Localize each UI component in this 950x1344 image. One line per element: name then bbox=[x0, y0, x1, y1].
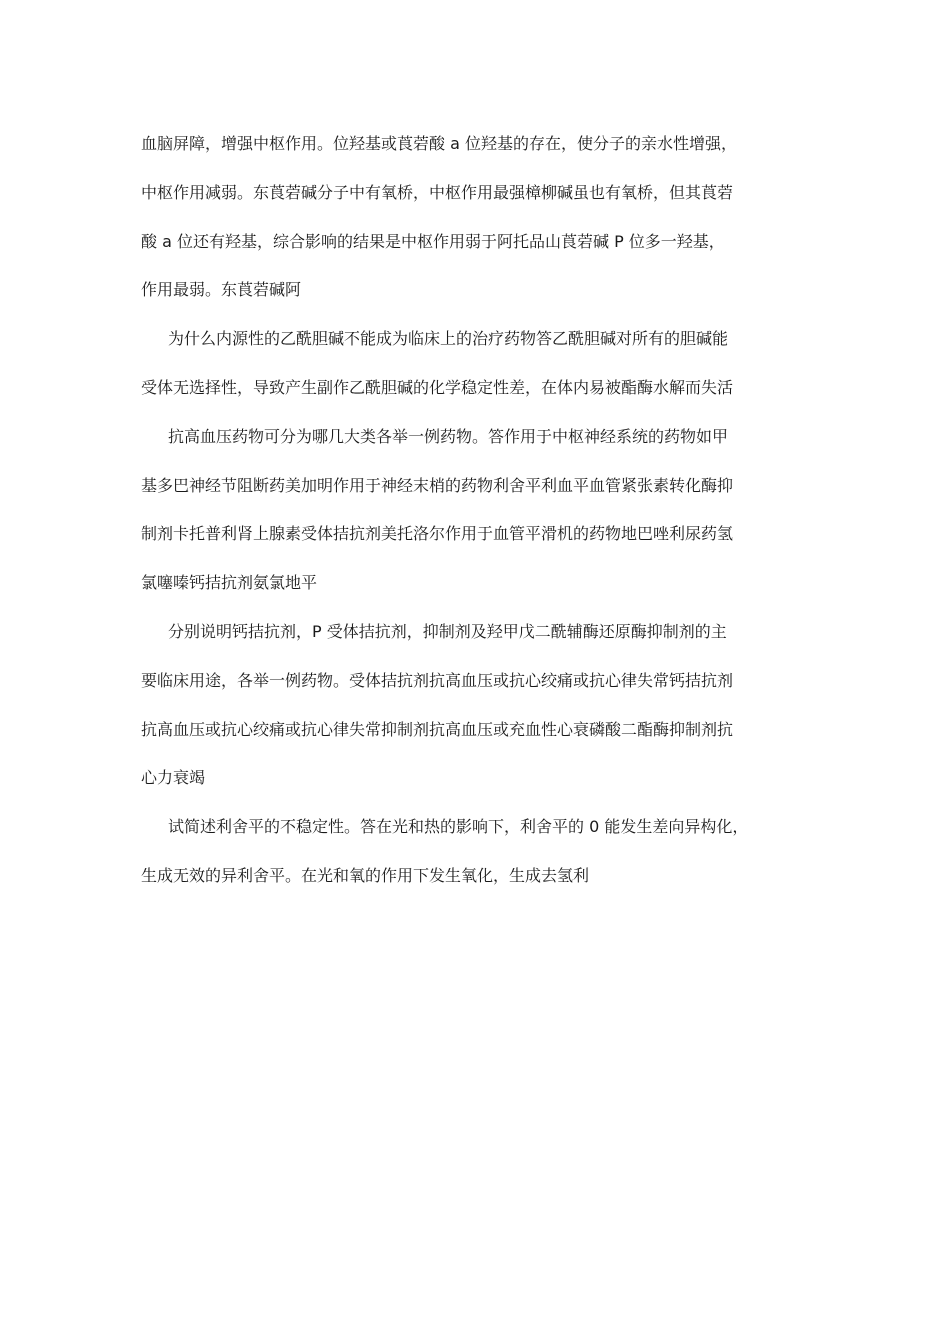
text-line: 试简述利舍平的不稳定性。答在光和热的影响下，利舍平的 0 能发生差向异构化， bbox=[168, 817, 749, 837]
document-body bbox=[141, 128, 821, 909]
text-line: 要临床用途，各举一例药物。受体拮抗剂抗高血压或抗心绞痛或抗心律失常钙拮抗剂 bbox=[141, 670, 734, 690]
text-line: 血脑屏障，增强中枢作用。位羟基或莨菪酸 a 位羟基的存在，使分子的亲水性增强， bbox=[141, 134, 737, 153]
text-line: 制剂卡托普利肾上腺素受体拮抗剂美托洛尔作用于血管平滑机的药物地巴唑利尿药氢 bbox=[141, 524, 734, 544]
text-line: 受体无选择性，导致产生副作乙酰胆碱的化学稳定性差，在体内易被酯酶水解而失活 bbox=[141, 377, 734, 397]
text-line: 生成无效的异利舍平。在光和氧的作用下发生氧化，生成去氢利 bbox=[141, 865, 590, 885]
text-line: 心力衰竭 bbox=[141, 768, 206, 788]
paragraph-2 bbox=[141, 323, 821, 421]
text-line: 酸 a 位还有羟基，综合影响的结果是中枢作用弱于阿托品山莨菪碱 P 位多一羟基， bbox=[141, 231, 725, 251]
text-line: 抗高血压或抗心绞痛或抗心律失常抑制剂抗高血压或充血性心衰磷酸二酯酶抑制剂抗 bbox=[141, 719, 734, 739]
text-line: 为什么内源性的乙酰胆碱不能成为临床上的治疗药物答乙酰胆碱对所有的胆碱能 bbox=[168, 329, 729, 349]
text-line: 中枢作用减弱。东莨菪碱分子中有氧桥，中枢作用最强樟柳碱虽也有氧桥，但其莨菪 bbox=[141, 182, 734, 202]
text-line: 基多巴神经节阻断药美加明作用于神经末梢的药物利舍平利血平血管紧张素转化酶抑 bbox=[141, 475, 734, 495]
paragraph-1 bbox=[141, 128, 821, 323]
text-line: 作用最弱。东莨菪碱阿 bbox=[141, 280, 302, 300]
paragraph-4 bbox=[141, 616, 821, 811]
text-line: 氯噻嗪钙拮抗剂氨氯地平 bbox=[141, 573, 318, 593]
paragraph-5 bbox=[141, 811, 821, 909]
text-line: 抗高血压药物可分为哪几大类各举一例药物。答作用于中枢神经系统的药物如甲 bbox=[168, 426, 729, 446]
text-line: 分别说明钙拮抗剂，P 受体拮抗剂，抑制剂及羟甲戊二酰辅酶还原酶抑制剂的主 bbox=[168, 621, 727, 641]
paragraph-3 bbox=[141, 421, 821, 616]
